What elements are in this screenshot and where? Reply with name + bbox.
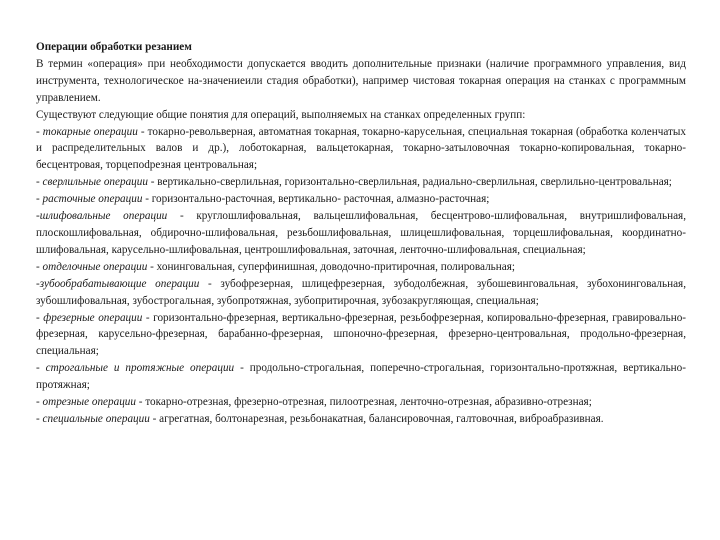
list-item: -зубообрабатывающие операции - зубофрезерная, шлицефрезерная, зубодолбежная, зубошевинговальная, зубохонинговальная, зубошлифовальная, зубострогальная, зубопротяжная, зубопритирочная, зубозакругляющая, специальная; (36, 277, 686, 307)
list-item-term: отделочные операции (42, 260, 148, 273)
document-page (36, 39, 686, 428)
intro-paragraph: В термин «операция» при необходимости допускается вводить дополнительные признаки (наличие программного управления, вид инструмента, технологическое на-значениеили стадия обработки), например чистовая токарная операция на станках с программным управлением. (36, 57, 686, 104)
list-item: -шлифовальные операции - круглошлифовальная, вальцешлифовальная, бесцентрово-шлифовальная, внутришлифовальная, плоскошлифовальная, обдирочно-шлифовальная, резьбошлифовальная, шлицешлифовальная, торцешлифовальная, координатно-шлифовальная, карусельно-шлифовальная, центрошлифовальная, заточная, ленточно-шлифовальная, специальная; (36, 210, 686, 256)
intro-lead-paragraph: Существуют следующие общие понятия для операций, выполняемых на станках определенных групп: (36, 108, 526, 121)
list-item: - токарные операции - токарно-револьверная, автоматная токарная, токарно-карусельная, специальная токарная (обработка коленчатых и распределительных валов и др.), лоботокарная, вальцетокарная, токарно-затыловочная токарно-копировальная, токарно-бесцентровая, торцепodрезная центровальная; (36, 125, 687, 172)
list-item-term: сверлильные операции (42, 176, 148, 189)
list-item-term: шлифовальные операции (39, 210, 168, 223)
list-item: - фрезерные операции - горизонтально-фрезерная, вертикально-фрезерная, резьбофрезерная, копировально-фрезерная, гравировально-фрезерная, карусельно-фрезерная, барабанно-фрезерная, шпоночно-фрезерная, фрезерно-центровальная, продольно-фрезерная, специальная; (36, 311, 687, 358)
list-item: - отделочные операции - хонинговальная, суперфинишная, доводочно-притирочная, полировальная; (36, 260, 515, 273)
list-item: - сверлильные операции - вертикально-сверлильная, горизонтально-сверлильная, радиально-сверлильная, сверлильно-центровальная; (36, 176, 672, 189)
list-item: - специальные операции - агрегатная, болтонарезная, резьбонакатная, балансировочная, галтовочная, виброабразивная. (36, 412, 604, 425)
list-item-term: отрезные операции (42, 396, 136, 409)
list-item-term: фрезерные операции (43, 311, 143, 324)
list-item-term: зубообрабатывающие операции (39, 277, 200, 290)
list-item-term: токарные операции (42, 125, 138, 138)
list-item-term: строгальные и протяжные операции (45, 362, 235, 375)
list-item-term: специальные операции (42, 412, 150, 425)
list-item: - строгальные и протяжные операции - продольно-строгальная, поперечно-строгальная, горизонтально-протяжная, вертикально-протяжная; (36, 362, 686, 392)
document-title: Операции обработки резанием (36, 41, 192, 53)
list-item: - расточные операции - горизонтально-расточная, вертикально- расточная, алмазно-расточная; (36, 193, 490, 206)
list-item-term: расточные операции (42, 193, 143, 206)
list-item: - отрезные операции - токарно-отрезная, фрезерно-отрезная, пилоотрезная, ленточно-отрезная, абразивно-отрезная; (36, 396, 592, 409)
